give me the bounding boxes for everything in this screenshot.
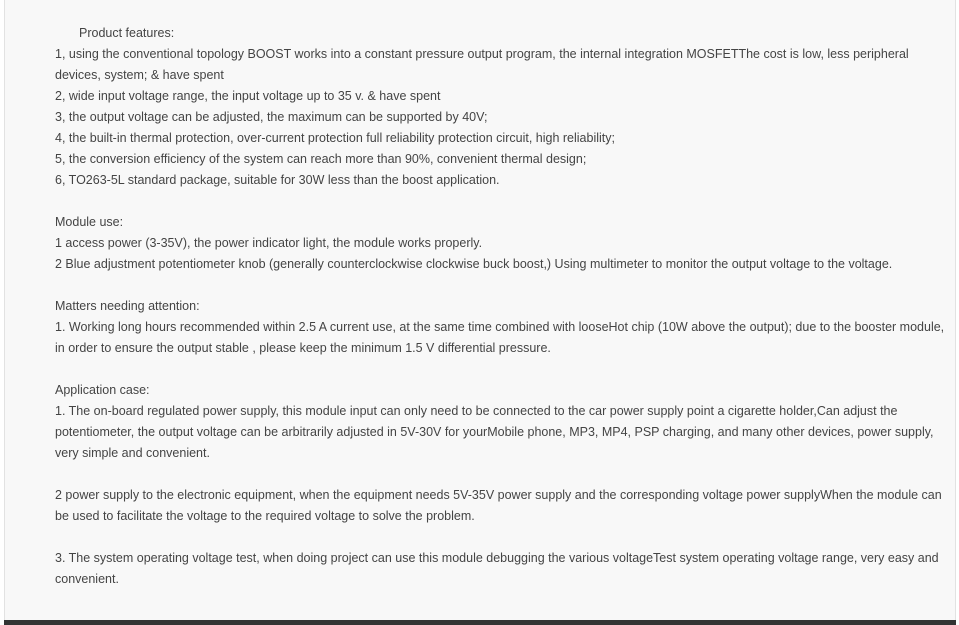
bottom-divider	[4, 620, 956, 625]
spacer	[55, 527, 950, 548]
spacer	[55, 191, 950, 212]
module-use-item: 1 access power (3-35V), the power indicator light, the module works properly.	[55, 236, 483, 250]
feature-item: 5, the conversion efficiency of the system can reach more than 90%, convenient thermal design;	[55, 152, 587, 166]
feature-item: 2, wide input voltage range, the input voltage up to 35 v. & have spent	[55, 89, 441, 103]
feature-item: 4, the built-in thermal protection, over-current protection full reliability protection circuit, high reliability;	[55, 131, 615, 145]
application-item: 3. The system operating voltage test, when doing project can use this module debugging the various voltageTest system operating voltage range, very easy and convenient.	[55, 551, 939, 586]
module-use-item: 2 Blue adjustment potentiometer knob (generally counterclockwise clockwise buck boost,) Using multimeter to monitor the output voltage to the voltage.	[55, 257, 893, 271]
feature-item: 6, TO263-5L standard package, suitable for 30W less than the boost application.	[55, 173, 500, 187]
features-heading: Product features:	[79, 26, 175, 40]
spacer	[55, 464, 950, 485]
spacer	[55, 275, 950, 296]
spacer	[55, 359, 950, 380]
module-use-heading: Module use:	[55, 215, 124, 229]
attention-heading: Matters needing attention:	[55, 299, 200, 313]
attention-item: 1. Working long hours recommended within 2.5 A current use, at the same time combined with looseHot chip (10W above the output); due to the booster module, in order to ensure the output stable , please keep the minimum 1.5 V differential pressure.	[55, 320, 945, 355]
feature-item: 1, using the conventional topology BOOST works into a constant pressure output program, the internal integration MOSFETThe cost is low, less peripheral devices, system; & have spent	[55, 47, 909, 82]
product-description	[55, 23, 950, 590]
feature-item: 3, the output voltage can be adjusted, the maximum can be supported by 40V;	[55, 110, 488, 124]
application-item: 2 power supply to the electronic equipment, when the equipment needs 5V-35V power supply and the corresponding voltage power supplyWhen the module can be used to facilitate the voltage to the required voltage to solve the problem.	[55, 488, 942, 523]
application-item: 1. The on-board regulated power supply, this module input can only need to be connected to the car power supply point a cigarette holder,Can adjust the potentiometer, the output voltage can be arbitrarily adjusted in 5V-30V for yourMobile phone, MP3, MP4, PSP charging, and many other devices, power supply, very simple and convenient.	[55, 404, 934, 460]
application-heading: Application case:	[55, 383, 150, 397]
